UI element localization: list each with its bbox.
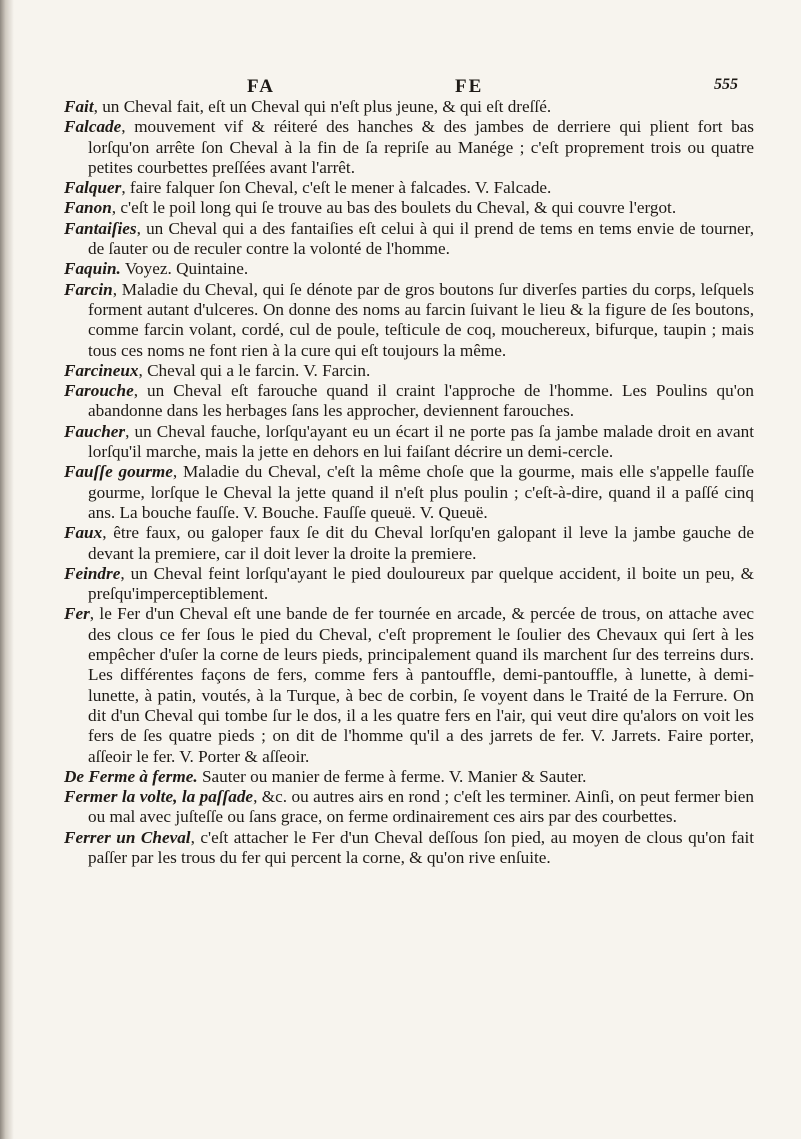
definition: , c'eſt le poil long qui ſe trouve au bas des boulets du Cheval, & qui couvre l'ergot. — [111, 198, 677, 218]
headword: Ferrer un Cheval — [64, 827, 191, 847]
entry-de-ferme — [64, 767, 754, 787]
page-number: 555 — [714, 76, 738, 93]
entry-fermer — [64, 787, 754, 828]
definition: , un Cheval qui a des fantaiſies eſt celui à qui il prend de tems en tems envie de tourner, de ſauter ou de reculer contre la volonté de l'homme. — [88, 218, 754, 259]
definition: , être faux, ou galoper faux ſe dit du Cheval lorſqu'en galopant il leve la jambe gauche de devant la premiere, car il doit lever la droite la premiere. — [88, 523, 754, 563]
entry-farcin — [64, 280, 754, 361]
headword: Fer — [64, 604, 90, 624]
entry-fantaisies — [64, 219, 754, 260]
dictionary-entries — [64, 97, 754, 868]
entry-faux — [64, 523, 754, 564]
definition: , le Fer d'un Cheval eſt une bande de fer tournée en arcade, & percée de trous, on attache avec des clous ce fer ſous le pied du Cheval, c'eſt proprement le ſoulier des Chevaux qui ſert à les empêcher d'uſer la corne de leurs pieds, principalement quand ils marchent ſur des terreins durs. Les différentes façons de fers, comme fers à pantouffle, demi-pantouffle, à lunette, à demi-lunette, à patin, voutés, à la Turque, à bec de corbin, ſe voyent dans le Traité de la Ferrure. On dit d'un Cheval qui tombe ſur le dos, il a les quatre fers en l'air, qui veut dire qu'alors on voit les fers de ſes quatre pieds ; on dit de l'homme qu'il a des jarrets de fer. V. Jarrets. Faire porter, aſſeoir le fer. V. Porter & aſſeoir. — [88, 604, 754, 766]
entry-fanon — [64, 198, 754, 218]
definition: , Cheval qui a le farcin. V. Farcin. — [138, 360, 371, 380]
entry-ferrer — [64, 828, 754, 869]
headword: Falcade — [64, 117, 122, 137]
headword: Fanon — [64, 198, 112, 218]
definition: , mouvement vif & réiteré des hanches & des jambes de derriere qui plient fort bas lorſqu'on arrête ſon Cheval à la fin de ſa repriſe au Manége ; c'eſt proprement trois ou quatre petites courbettes preſſées avant l'arrêt. — [88, 117, 754, 177]
running-header — [0, 76, 801, 98]
entry-farouche — [64, 381, 754, 422]
headword: Fermer la volte, la paſſade — [64, 787, 254, 807]
definition: , un Cheval fauche, lorſqu'ayant eu un écart il ne porte pas ſa jambe malade droit en avant lorſqu'il marche, mais la jette en dehors en lui faiſant décrire un demi-cercle. — [88, 421, 754, 462]
definition: , un Cheval feint lorſqu'ayant le pied douloureux par quelque accident, il boite un peu, & preſqu'imperceptiblement. — [88, 563, 754, 604]
entry-feindre — [64, 564, 754, 605]
definition: , c'eſt attacher le Fer d'un Cheval deſſous ſon pied, au moyen de clous qu'on fait paſſer par les trous du fer qui percent la corne, & qu'on rive enſuite. — [88, 827, 754, 867]
definition: , Maladie du Cheval, c'eſt la même choſe que la gourme, mais elle s'appelle fauſſe gourme, lorſque le Cheval la jette quand il n'eſt plus poulin ; c'eſt-à-dire, quand il a paſſé cinq ans. La bouche fauſſe. V. Bouche. Fauſſe queuë. V. Queuë. — [88, 462, 755, 522]
definition: Sauter ou manier de ferme à ferme. V. Manier & Sauter. — [197, 766, 587, 786]
definition: , faire falquer ſon Cheval, c'eſt le mener à falcades. V. Falcade. — [121, 178, 552, 198]
headword: Farcin — [64, 279, 113, 299]
definition: , &c. ou autres airs en rond ; c'eſt les terminer. Ainſi, on peut fermer bien ou mal avec juſteſſe ou ſans grace, on ferme ordinairement ces airs par des courbettes. — [88, 787, 754, 827]
entry-falquer — [64, 178, 754, 198]
definition: , un Cheval eſt farouche quand il craint l'approche de l'homme. Les Poulins qu'on abandonne dans les herbages ſans les approcher, deviennent farouches. — [88, 381, 754, 421]
entry-faucher — [64, 422, 754, 463]
headword: Fantaiſies — [64, 218, 137, 238]
page-binding-shadow — [0, 0, 14, 1139]
header-right: FE — [455, 76, 484, 97]
entry-fer — [64, 604, 754, 766]
headword: Faquin. — [64, 259, 121, 279]
entry-farcineux — [64, 361, 754, 381]
headword: Falquer — [64, 178, 122, 198]
definition: , Maladie du Cheval, qui ſe dénote par de gros boutons ſur diverſes parties du corps, leſquels forment autant d'ulceres. On donne des noms au farcin ſuivant le lieu & la figure de ſes boutons, comme farcin volant, cordé, cul de poule, teſticule de coq, mouchereux, bifurque, taupin ; mais tous ces noms ne font rien à la cure qui eſt toujours la même. — [88, 279, 754, 360]
definition: Voyez. Quintaine. — [120, 259, 249, 279]
header-left: FA — [247, 76, 275, 97]
headword: Farcineux — [64, 360, 139, 380]
headword: Faux — [64, 523, 103, 543]
definition: , un Cheval fait, eſt un Cheval qui n'eſt plus jeune, & qui eſt dreſſé. — [93, 97, 552, 116]
headword: Feindre — [64, 563, 121, 583]
headword: Farouche — [64, 381, 134, 401]
entry-faquin — [64, 259, 754, 279]
entry-fausse-gourme — [64, 462, 754, 523]
entry-falcade — [64, 117, 754, 178]
headword: Fait — [64, 97, 94, 116]
headword: Fauſſe gourme — [64, 462, 173, 482]
entry-fait — [64, 97, 754, 117]
headword: De Ferme à ferme. — [64, 766, 198, 786]
headword: Faucher — [64, 421, 126, 441]
